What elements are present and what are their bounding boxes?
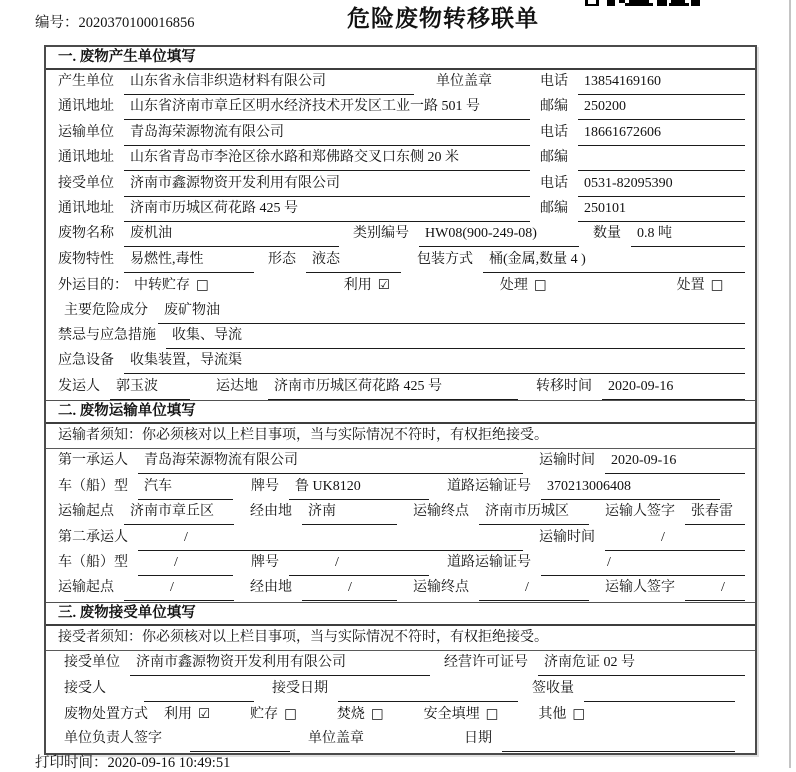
time2-label: 运输时间: [539, 529, 595, 545]
phone2-value: 18661672606: [578, 121, 745, 146]
transfer-purpose-row: [46, 273, 755, 298]
carrier2-row: [46, 526, 755, 551]
roadcert1-label: 道路运输证号: [447, 478, 531, 494]
addr1-label: 通讯地址: [58, 99, 114, 115]
phone3-value: 0531-82095390: [578, 172, 745, 197]
hazard-label: 主要危险成分: [64, 302, 148, 318]
packing-label: 包装方式: [417, 251, 473, 267]
zip3-group: [540, 197, 745, 222]
transfer-time-value: 2020-09-16: [602, 375, 745, 400]
checkbox-incinerate-icon: □: [370, 705, 384, 722]
carrier2-label: 第二承运人: [58, 529, 128, 545]
unit-seal-label: 单位盖章: [436, 74, 492, 89]
serial-label: 编号：: [35, 15, 79, 31]
origin1-value: 济南市章丘区: [124, 500, 234, 525]
addr2-label: 通讯地址: [58, 150, 114, 166]
via1-value: 济南: [302, 500, 397, 525]
receiving-unit-value: 济南市鑫源物资开发利用有限公司: [130, 651, 430, 676]
disposal-label: 废物处置方式: [64, 706, 148, 722]
shipper-label: 发运人: [58, 378, 100, 394]
equipment-label: 应急设备: [58, 353, 114, 369]
receiver-value: 济南市鑫源物资开发利用有限公司: [124, 172, 530, 197]
option-label: 中转贮存: [134, 278, 190, 294]
addr1-value: 山东省济南市章丘区明水经济技术开发区工业一路 501 号: [124, 95, 530, 120]
receive-date-value: [338, 677, 518, 702]
roadcert2-value: /: [541, 551, 745, 576]
section3-title: 三. 废物接受单位填写: [46, 602, 755, 626]
purpose-option-treat: [500, 273, 547, 298]
producer-row: [46, 70, 755, 95]
receiving-unit-row: [46, 651, 755, 676]
vehicle2-label: 车（船）型: [58, 555, 128, 571]
form-value: 液态: [306, 248, 401, 273]
person-value: [144, 677, 254, 702]
serial-number: [35, 11, 195, 32]
receiving-unit-label: 接受单位: [64, 655, 120, 671]
receiver-label: 接受单位: [58, 175, 114, 191]
sign1-value: 张春雷: [685, 500, 745, 525]
receiver-notice-row: [46, 626, 755, 651]
checkbox-disposal-utilize-icon: ☑: [198, 705, 211, 722]
checkbox-store-icon: □: [284, 705, 297, 722]
option-label: 安全填埋: [423, 706, 480, 722]
packing-value: 桶(金属,数量 4 ): [483, 248, 745, 273]
checkbox-landfill-icon: □: [485, 705, 499, 722]
phone1-label: 电话: [540, 74, 568, 89]
equipment-value: 收集装置，导流渠: [124, 349, 745, 374]
checkbox-utilize-icon: ☑: [377, 277, 390, 294]
taboo-value: 收集、导流: [166, 324, 745, 349]
receiving-person-row: [46, 677, 755, 702]
end1-label: 运输终点: [413, 504, 469, 520]
option-label: 利用: [343, 278, 372, 294]
purpose-option-transit-storage: [134, 273, 209, 298]
disposal-option-other: [538, 702, 585, 727]
purpose-label: 外运目的：: [58, 278, 128, 294]
amount-value: [584, 677, 735, 702]
checkbox-other-icon: □: [572, 705, 586, 722]
head-sign-value: [190, 727, 290, 752]
time2-value: /: [605, 526, 745, 551]
origin2-label: 运输起点: [58, 580, 114, 596]
vehicle2-row: [46, 551, 755, 576]
print-time-value: 2020-09-16 10:49:51: [107, 755, 231, 771]
option-label: 其他: [538, 706, 567, 722]
character-label: 废物特性: [58, 251, 114, 267]
amount-label: 签收量: [532, 680, 574, 696]
carrier1-label: 第一承运人: [58, 453, 128, 469]
producer-value: 山东省永信非织造材料有限公司: [124, 70, 414, 95]
origin1-label: 运输起点: [58, 504, 114, 520]
checkbox-treat-icon: □: [533, 277, 547, 294]
phone2-label: 电话: [540, 124, 568, 140]
emergency-measures-row: [46, 324, 755, 349]
page-title: 危险废物转移联单: [347, 6, 539, 31]
time1-label: 运输时间: [539, 453, 595, 469]
option-label: 处理: [499, 278, 528, 294]
roadcert2-label: 道路运输证号: [447, 555, 531, 571]
qr-code-fragment-icon: [585, 0, 700, 10]
carrier1-value: 青岛海荣源物流有限公司: [138, 449, 523, 474]
end2-label: 运输终点: [413, 580, 469, 596]
plate1-label: 牌号: [251, 478, 279, 494]
form-label: 形态: [268, 251, 296, 267]
producer-address-row: [46, 95, 755, 120]
category-label: 类别编号: [353, 226, 409, 242]
serial-value: 2020370100016856: [78, 15, 195, 31]
route2-row: [46, 576, 755, 601]
destination-label: 运达地: [216, 378, 258, 394]
destination-value: 济南市历城区荷花路 425 号: [268, 375, 518, 400]
disposal-option-incinerate: [337, 702, 384, 727]
phone1-group: [540, 70, 745, 95]
head-sign-label: 单位负责人签字: [64, 731, 162, 747]
zip2-value: [578, 146, 745, 171]
via1-label: 经由地: [250, 504, 292, 520]
option-label: 处置: [676, 278, 705, 294]
shipper-value: 郭玉波: [110, 375, 190, 400]
sign1-label: 运输人签字: [605, 504, 675, 520]
unit-seal2-label: 单位盖章: [308, 731, 364, 747]
route1-row: [46, 500, 755, 525]
section1-title: 一. 废物产生单位填写: [46, 47, 755, 70]
zip2-label: 邮编: [540, 150, 568, 166]
print-time: [35, 751, 230, 772]
person-label: 接受人: [64, 680, 106, 696]
emergency-equipment-row: [46, 349, 755, 374]
zip1-group: [540, 95, 745, 120]
phone3-group: [540, 172, 745, 197]
receiver-address-row: [46, 197, 755, 222]
vehicle1-row: [46, 475, 755, 500]
transfer-form-table: [44, 45, 757, 755]
via2-label: 经由地: [250, 580, 292, 596]
waste-name-label: 废物名称: [58, 226, 114, 242]
option-label: 利用: [164, 706, 192, 722]
end1-value: 济南市历城区: [479, 500, 589, 525]
character-value: 易燃性,毒性: [124, 248, 254, 273]
sign2-value: /: [685, 576, 745, 601]
disposal-option-store: [250, 702, 297, 727]
producer-label: 产生单位: [58, 74, 114, 89]
transporter-notice: 运输者须知：你必须核对以上栏目事项，当与实际情况不符时，有权拒绝接受。: [58, 428, 548, 444]
hazard-value: 废矿物油: [158, 299, 745, 324]
disposal-option-utilize: [164, 702, 210, 727]
transporter-row: [46, 121, 755, 146]
zip2-group: [540, 146, 745, 171]
plate2-value: /: [289, 551, 429, 576]
addr3-value: 济南市历城区荷花路 425 号: [124, 197, 530, 222]
waste-name-row: [46, 222, 755, 247]
transporter-notice-row: [46, 424, 755, 449]
phone2-group: [540, 121, 745, 146]
print-time-label: 打印时间：: [35, 755, 108, 771]
zip3-value: 250101: [578, 197, 745, 222]
checkbox-dispose-icon: □: [710, 277, 724, 294]
roadcert1-value: 370213006408: [541, 475, 720, 500]
document-header: [0, 0, 796, 44]
phone3-label: 电话: [540, 175, 568, 191]
purpose-option-dispose: [677, 273, 724, 298]
checkbox-transit-storage-icon: □: [196, 277, 209, 294]
carrier2-value: /: [138, 526, 523, 551]
option-label: 焚烧: [336, 706, 365, 722]
purpose-option-utilize: [344, 273, 390, 298]
quantity-label: 数量: [593, 226, 621, 242]
carrier1-row: [46, 449, 755, 474]
hazard-component-row: [46, 299, 755, 324]
page-right-edge: [789, 0, 791, 768]
zip3-label: 邮编: [540, 200, 568, 216]
option-label: 贮存: [250, 706, 279, 722]
origin2-value: /: [124, 576, 234, 601]
vehicle1-label: 车（船）型: [58, 478, 128, 494]
license-value: 济南危证 02 号: [538, 651, 745, 676]
disposal-method-row: [46, 702, 755, 727]
waste-character-row: [46, 248, 755, 273]
sign2-label: 运输人签字: [605, 580, 675, 596]
disposal-option-landfill: [424, 702, 499, 727]
zip1-value: 250200: [578, 95, 745, 120]
plate1-value: 鲁 UK8120: [289, 475, 429, 500]
transporter-value: 青岛海荣源物流有限公司: [124, 121, 530, 146]
shipper-row: [46, 375, 755, 400]
quantity-value: 0.8 吨: [631, 222, 745, 247]
waste-name-value: 废机油: [124, 222, 339, 247]
date2-value: [502, 727, 735, 752]
transporter-label: 运输单位: [58, 124, 114, 140]
date2-label: 日期: [464, 731, 492, 747]
transfer-time-label: 转移时间: [536, 378, 592, 394]
section2-title: 二. 废物运输单位填写: [46, 400, 755, 424]
receiver-row: [46, 172, 755, 197]
vehicle2-value: /: [138, 551, 233, 576]
license-label: 经营许可证号: [444, 655, 528, 671]
receiver-notice: 接受者须知：你必须核对以上栏目事项，当与实际情况不符时，有权拒绝接受。: [58, 629, 548, 645]
phone1-value: 13854169160: [578, 70, 745, 95]
plate2-label: 牌号: [251, 555, 279, 571]
end2-value: /: [479, 576, 589, 601]
transporter-address-row: [46, 146, 755, 171]
addr2-value: 山东省青岛市李沧区徐水路和郑佛路交叉口东侧 20 米: [124, 146, 530, 171]
vehicle1-value: 汽车: [138, 475, 233, 500]
zip1-label: 邮编: [540, 99, 568, 115]
taboo-label: 禁忌与应急措施: [58, 327, 156, 343]
category-value: HW08(900-249-08): [419, 222, 579, 247]
responsible-sign-row: [46, 727, 755, 752]
addr3-label: 通讯地址: [58, 200, 114, 216]
via2-value: /: [302, 576, 397, 601]
time1-value: 2020-09-16: [605, 449, 745, 474]
receive-date-label: 接受日期: [272, 680, 328, 696]
